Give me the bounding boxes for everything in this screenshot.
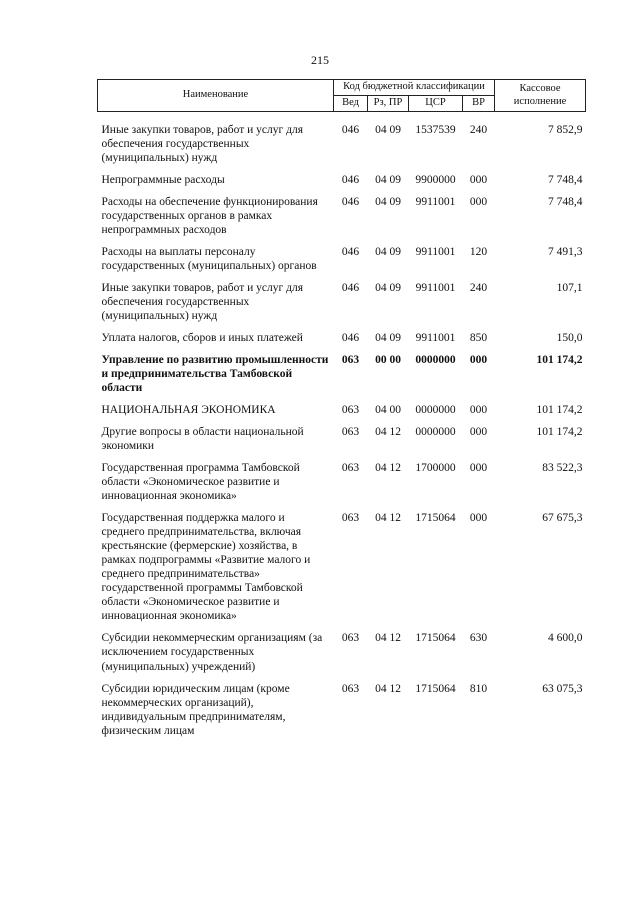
row-csr: 1715064 [415,632,456,645]
row-name: Государственная программа Тамбовской области «Экономическое развитие и инновационная экономика» [101,462,300,503]
row-amount: 101 174,2 [536,426,583,439]
row-name: Субсидии некоммерческим организациям (за исключением государственных (муниципальных) учреждений) [101,632,323,673]
row-csr: 9911001 [415,246,456,259]
table-row [98,192,586,242]
row-ved: 063 [341,682,360,695]
row-ved: 046 [341,332,360,345]
row-csr: 1715064 [415,682,456,695]
row-rz-pr: 04 09 [375,282,401,295]
row-rz-pr: 04 09 [375,332,401,345]
row-amount: 101 174,2 [536,404,583,417]
row-rz-pr: 04 09 [375,124,401,136]
row-vr: 000 [469,426,488,439]
row-name: Государственная поддержка малого и среднего предпринимательства, включая крестьянские (фермерские) хозяйства, в рамках подпрограммы «Развитие малого и среднего предпринимательства» государственной программы Тамбовской области «Экономическое развитие и инновационная экономика» [101,512,311,623]
table-row [98,422,586,458]
row-vr: 000 [469,354,488,367]
table-row [98,400,586,422]
row-ved: 063 [341,426,360,439]
row-amount: 7 748,4 [548,174,583,187]
row-rz-pr: 04 09 [375,196,401,209]
header-vr: ВР [463,96,495,112]
header-name: Наименование [98,80,334,112]
row-amount: 4 600,0 [548,632,583,645]
row-name: Уплата налогов, сборов и иных платежей [101,332,303,345]
row-amount: 7 748,4 [548,196,583,209]
row-ved: 063 [341,512,360,525]
row-csr: 9900000 [415,174,456,187]
row-name: Иные закупки товаров, работ и услуг для обеспечения государственных (муниципальных) нужд [101,124,303,165]
row-vr: 240 [469,282,488,295]
page-number: 215 [311,53,329,67]
header-code-group: Код бюджетной классификации [334,80,495,96]
row-rz-pr: 04 00 [375,404,401,417]
row-csr: 0000000 [415,404,456,417]
row-rz-pr: 04 09 [375,174,401,187]
row-csr: 9911001 [415,282,456,295]
row-amount: 150,0 [556,332,583,345]
row-name: Другие вопросы в области национальной экономики [101,426,304,453]
row-vr: 000 [469,174,488,187]
row-ved: 063 [341,354,360,367]
row-vr: 000 [469,196,488,209]
row-ved: 063 [341,462,360,475]
row-name: Непрограммные расходы [101,174,225,187]
row-name: Субсидии юридическим лицам (кроме некоммерческих организаций), индивидуальным предпринимателям, физическим лицам [101,682,290,737]
row-ved: 046 [341,246,360,259]
row-amount: 67 675,3 [542,512,583,525]
row-ved: 046 [341,174,360,187]
table-header [98,80,586,112]
row-rz-pr: 04 09 [375,246,401,259]
row-vr: 120 [469,246,488,259]
row-rz-pr: 04 12 [375,512,401,525]
row-name: Управление по развитию промышленности и предпринимательства Тамбовской области [101,354,329,395]
row-amount: 107,1 [556,282,583,295]
row-rz-pr: 04 12 [375,462,401,475]
row-amount: 7 852,9 [548,124,583,136]
row-csr: 1715064 [415,512,456,525]
row-csr: 9911001 [415,196,456,209]
header-gap [98,112,586,121]
table-body [98,112,586,743]
row-rz-pr: 00 00 [375,354,401,367]
row-rz-pr: 04 12 [375,632,401,645]
budget-table [97,79,586,743]
table-row [98,170,586,192]
row-name: Расходы на обеспечение функционирования государственных органов в рамках непрограммных расходов [101,196,318,237]
row-ved: 046 [341,196,360,209]
row-vr: 630 [469,632,488,645]
row-ved: 046 [341,124,360,136]
row-vr: 000 [469,404,488,417]
table-row [98,120,586,170]
header-ved: Вед [334,96,368,112]
table-row [98,679,586,743]
header-amount: Кассовое исполнение [495,80,586,112]
row-name: Расходы на выплаты персоналу государственных (муниципальных) органов [101,246,317,273]
row-vr: 000 [469,462,488,475]
table-row [98,278,586,328]
table-row [98,242,586,278]
row-csr: 1700000 [415,462,456,475]
row-rz-pr: 04 12 [375,682,401,695]
row-ved: 046 [341,282,360,295]
row-amount: 83 522,3 [542,462,583,475]
row-amount: 101 174,2 [536,354,583,367]
table-row [98,458,586,508]
row-vr: 850 [469,332,488,345]
table-row [98,350,586,400]
row-vr: 000 [469,512,488,525]
table-row [98,328,586,350]
row-ved: 063 [341,404,360,417]
header-csr: ЦСР [409,96,463,112]
table-row [98,628,586,678]
row-vr: 810 [469,682,488,695]
row-amount: 63 075,3 [542,682,583,695]
row-ved: 063 [341,632,360,645]
row-name: НАЦИОНАЛЬНАЯ ЭКОНОМИКА [101,404,276,417]
table-row [98,508,586,628]
row-amount: 7 491,3 [548,246,583,259]
header-rz-pr: Рз, ПР [368,96,409,112]
row-vr: 240 [469,124,488,136]
row-csr: 1537539 [415,124,456,136]
row-rz-pr: 04 12 [375,426,401,439]
row-name: Иные закупки товаров, работ и услуг для обеспечения государственных (муниципальных) нужд [101,282,303,323]
row-csr: 9911001 [415,332,456,345]
row-csr: 0000000 [415,426,456,439]
row-csr: 0000000 [415,354,456,367]
